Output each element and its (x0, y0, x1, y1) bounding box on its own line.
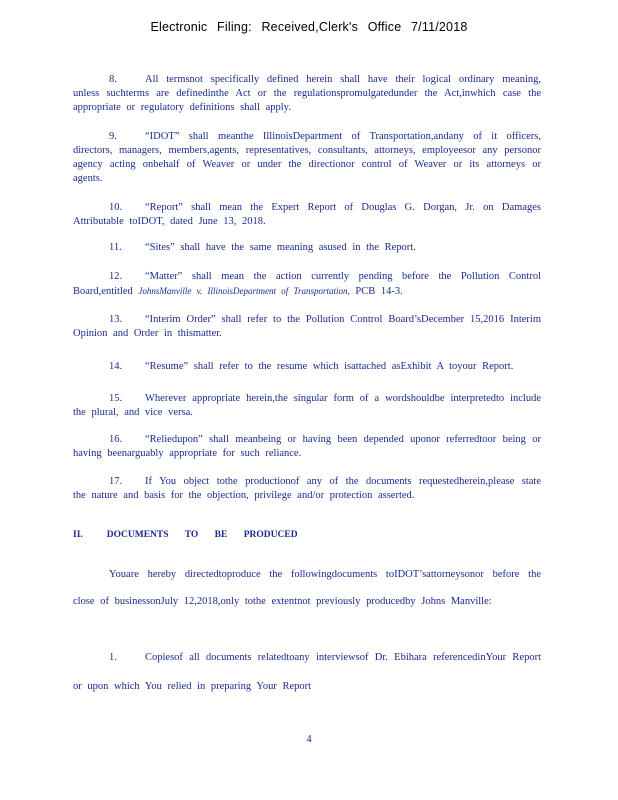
request-paragraph-1 (73, 643, 541, 701)
paragraph-number: 12. (109, 271, 123, 282)
paragraph-text: “IDOT” shall meanthe IllinoisDepartment of Transportation,andany of it officers, directors, managers, members,agents, representatives, consultants, attorneys, employeesor any personor agency acting onbehalf of Weaver or under the directionor control of Weaver or its attorneys or agents. (73, 131, 541, 184)
paragraph-text: “Matter” shall mean the action currently pending before the Pollution Control Board,entitled (73, 271, 541, 297)
paragraph-text: Wherever appropriate herein,the singular form of a wordshouldbe interpretedto include the plural, and vice versa. (73, 393, 541, 418)
paragraph-number: 1. (109, 652, 117, 663)
definition-paragraph-13 (73, 313, 541, 341)
section-heading (73, 530, 298, 540)
paragraph-number: 13. (109, 314, 123, 325)
paragraph-text: If You object tothe productionof any of the documents requestedherein,please state the nature and basis for the objection, privilege and/or protection asserted. (73, 476, 541, 501)
definition-paragraph-9 (73, 130, 541, 186)
paragraph-text: “Reliedupon” shall meanbeing or having been depended uponor referredtoor being or having beenarguably appropriate for such reliance. (73, 434, 541, 459)
paragraph-number: 16. (109, 434, 123, 445)
definition-paragraph-16 (73, 433, 541, 461)
paragraph-number: 8. (109, 74, 117, 85)
definition-paragraph-10 (73, 201, 541, 229)
paragraph-number: 11. (109, 242, 122, 253)
paragraph-number: 10. (109, 202, 123, 213)
case-number: PCB 14-3. (355, 286, 403, 297)
paragraph-number: 14. (109, 361, 123, 372)
paragraph-text: “Interim Order” shall refer to the Pollution Control Board’sDecember 15,2016 Interim Opinion and Order in thismatter. (73, 314, 541, 339)
paragraph-number: 17. (109, 476, 123, 487)
case-caption: JohnsManville v. IllinoisDepartment of Transportation, (138, 286, 350, 296)
definition-paragraph-14 (73, 360, 541, 374)
definition-paragraph-11 (73, 241, 541, 255)
paragraph-text: All termsnot specifically defined herein shall have their logical ordinary meaning, unless suchterms are definedinthe Act or the regulationspromulgatedunder the Act,inwhich case the appropriate or regulatory definitions shall apply. (73, 74, 541, 113)
paragraph-number: 15. (109, 393, 123, 404)
paragraph-text: “Resume” shall refer to the resume which isattached asExhibit A toyour Report. (145, 361, 514, 372)
definition-paragraph-8 (73, 73, 541, 115)
definition-paragraph-17 (73, 475, 541, 503)
paragraph-text: Copiesof all documents relatedtoany interviewsof Dr. Ebihara referencedinYour Report or upon which You relied in preparing Your Report (73, 652, 541, 692)
definition-paragraph-12 (73, 270, 541, 299)
section-numeral: II. (73, 530, 83, 540)
production-directive: Youare hereby directedtoproduce the followingdocuments toIDOT’sattorneysonor before the close of businessonJuly 12,2018,only tothe extentnot previously producedby Johns Manville: (73, 569, 541, 607)
section-title: DOCUMENTS TO BE PRODUCED (106, 530, 298, 540)
definition-paragraph-15 (73, 392, 541, 420)
filing-header: Electronic Filing: Received,Clerk's Office 7/11/2018 (150, 20, 468, 34)
paragraph-number: 9. (109, 131, 117, 142)
page-number: 4 (306, 734, 312, 745)
paragraph-text: “Report” shall mean the Expert Report of Douglas G. Dorgan, Jr. on Damages Attributable toIDOT, dated June 13, 2018. (73, 202, 541, 227)
paragraph-text: “Sites” shall have the same meaning asused in the Report. (145, 242, 416, 253)
